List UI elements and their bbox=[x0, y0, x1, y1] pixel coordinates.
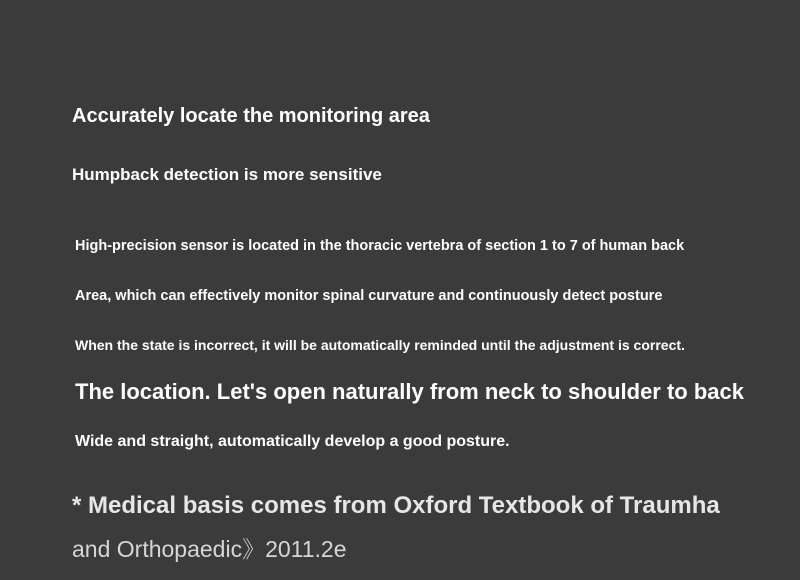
body-text-line-3: When the state is incorrect, it will be automatically reminded until the adjustment is correct. bbox=[75, 337, 685, 353]
body-text-line-5: Wide and straight, automatically develop a good posture. bbox=[75, 433, 510, 450]
body-text-line-1: High-precision sensor is located in the thoracic vertebra of section 1 to 7 of human back bbox=[75, 238, 685, 254]
body-text-line-4: The location. Let's open naturally from neck to shoulder to back bbox=[75, 379, 745, 404]
footnote-line-2: and Orthopaedic》2011.2e bbox=[72, 536, 347, 562]
body-text-line-2: Area, which can effectively monitor spinal curvature and continuously detect posture bbox=[75, 288, 663, 304]
subheading: Humpback detection is more sensitive bbox=[72, 165, 382, 184]
page-heading: Accurately locate the monitoring area bbox=[72, 105, 430, 127]
footnote-line-1: * Medical basis comes from Oxford Textbook of Traumha bbox=[72, 492, 720, 519]
